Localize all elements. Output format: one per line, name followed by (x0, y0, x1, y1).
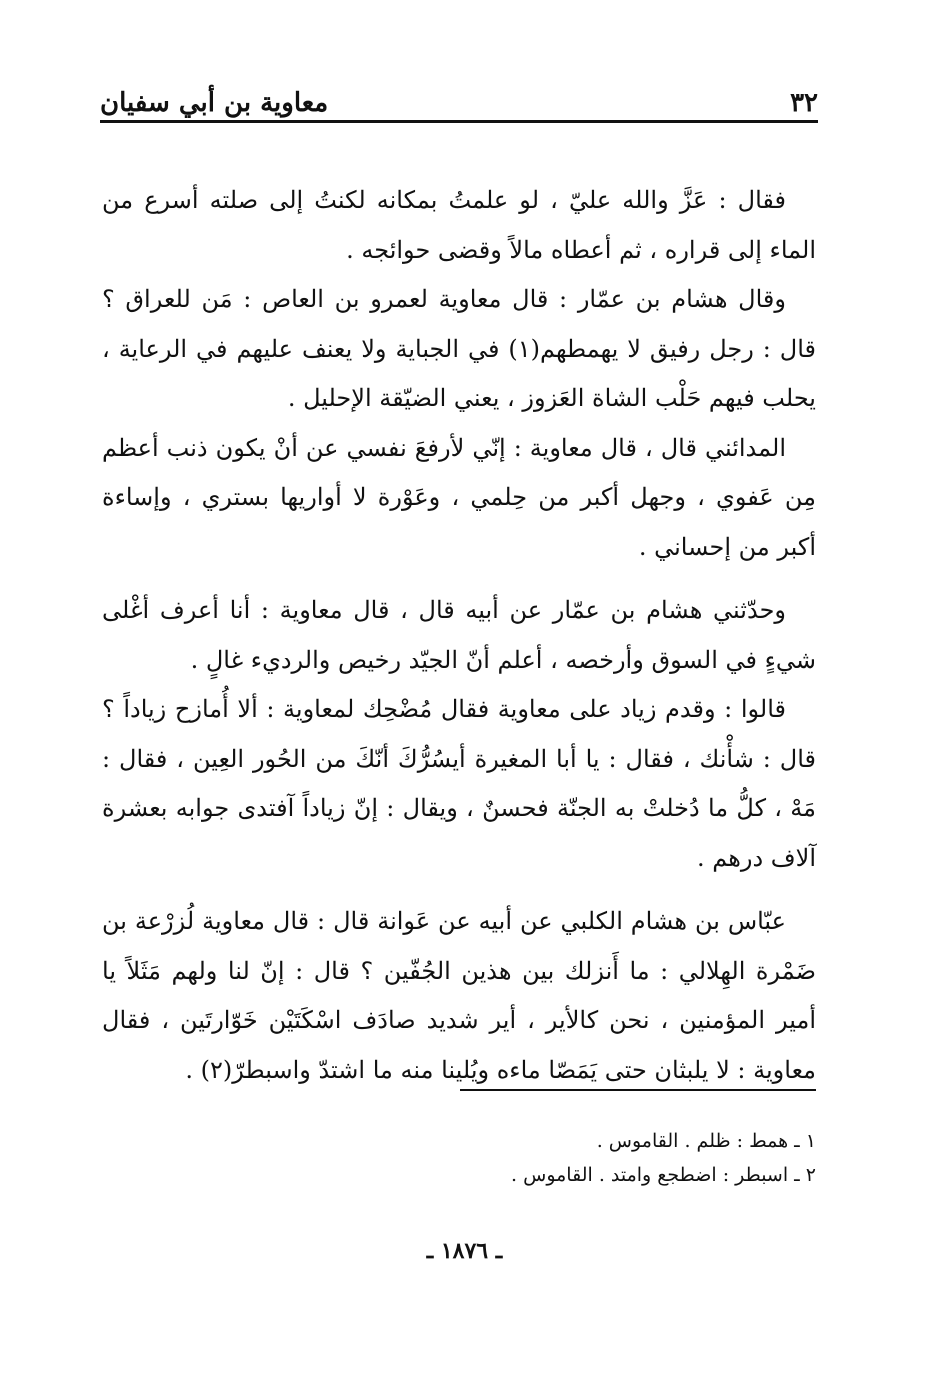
footnote-divider (460, 1089, 816, 1091)
paragraph: وحدّثني هشام بن عمّار عن أبيه قال ، قال معاوية : أنا أعرف أغْلى شيءٍ في السوق وأرخصه ، أعلم أنّ الجيّد رخيص والرديء غالٍ . (102, 596, 816, 674)
footnote: ٢ ـ اسبطر : اضطجع وامتد . القاموس . (511, 1164, 816, 1186)
footnotes (440, 1124, 816, 1192)
paragraph: المدائني قال ، قال معاوية : إنّي لأرفعَ نفسي عن أنْ يكون ذنب أعظم مِن عَفوي ، وجهل أكبر من حِلمي ، وعَوْرة لا أواريها بستري ، وإساءة أكبر من إحساني . (102, 433, 816, 561)
page-footer-number: ـ ١٨٧٦ ـ (426, 1238, 503, 1264)
paragraph: قالوا : وقدم زياد على معاوية فقال مُضْحِك لمعاوية : ألا أُمازح زياداً ؟ قال : شأْنك ، فقال : يا أبا المغيرة أيسُرُّكَ أنّكَ من الحُور العِين ، فقال : مَهْ ، كلُّ ما دُخلتْ به الجنّة فحسنٌ ، ويقال : إنّ زياداً آفتدى جوابه بعشرة آلاف درهم . (102, 695, 816, 872)
header-page-number: ٣٢ (790, 88, 818, 118)
header-divider (100, 120, 818, 123)
footnote: ١ ـ همط : ظلم . القاموس . (596, 1130, 816, 1152)
page-header (100, 70, 818, 116)
paragraph: وقال هشام بن عمّار : قال معاوية لعمرو بن العاص : مَن للعراق ؟ قال : رجل رفيق لا يهمطهم(١) في الجباية ولا يعنف عليهم في الرعاية ، يحلب فيهم حَلْب الشاة العَزوز ، يعني الضيّقة الإحليل . (102, 285, 817, 412)
paragraph: عبّاس بن هشام الكلبي عن أبيه عن عَوانة قال : قال معاوية لُزرْعة بن ضَمْرة الهِلالي : ما أَنزلك بين هذين الجُفّين ؟ قال : إنّ لنا ولهم مَثَلاً يا أمير المؤمنين ، نحن كالأير ، أير شديد صادَف اسْكَتَيْن خَوّارتَين ، فقال معاوية : لا يلبثان حتى يَمَصّا ماءه ويُلينا منه ما اشتدّ واسبطرّ(٢) . (102, 907, 816, 1084)
header-running-title: معاوية بن أبي سفيان (100, 88, 329, 118)
paragraph: فقال : عَزَّ والله عليّ ، لو علمتُ بمكانه لكنتُ إلى صلته أسرع من الماء إلى قراره ، ثم أعطاه مالاً وقضى حوائجه . (102, 186, 816, 264)
main-text (102, 176, 816, 1095)
